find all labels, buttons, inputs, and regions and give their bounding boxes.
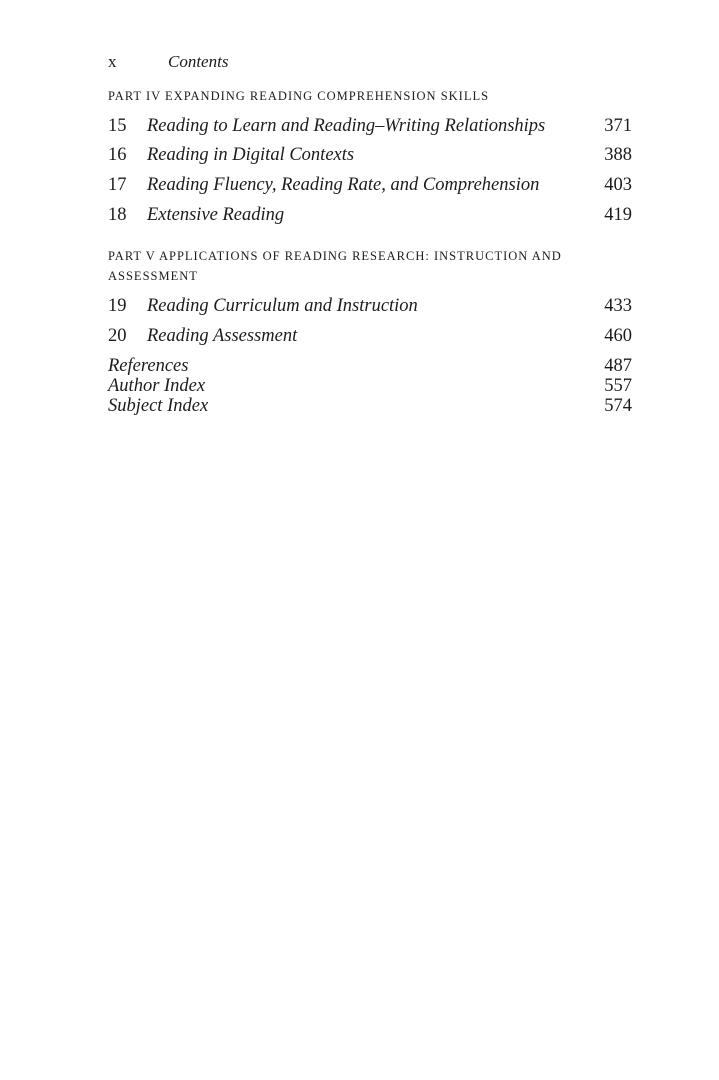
page-number: 419 [604, 205, 632, 225]
running-head-title: Contents [168, 52, 229, 71]
chapter-number: 17 [108, 175, 127, 195]
toc-entry[interactable] [108, 293, 632, 319]
chapter-number: 20 [108, 326, 127, 346]
toc-entry[interactable] [108, 202, 632, 228]
chapter-title: Extensive Reading [147, 205, 285, 225]
chapter-number: 19 [108, 296, 127, 316]
chapter-number: 15 [108, 116, 127, 136]
chapter-title: Reading Assessment [147, 326, 298, 346]
chapter-title: Reading to Learn and Reading–Writing Relationships [147, 116, 546, 136]
back-matter-title: References [108, 356, 189, 376]
back-matter-title: Author Index [108, 376, 206, 396]
chapter-title: Reading Fluency, Reading Rate, and Comprehension [147, 175, 540, 195]
toc-entry[interactable] [108, 113, 632, 139]
part-heading: PART IV EXPANDING READING COMPREHENSION SKILLS [108, 89, 490, 103]
chapter-title: Reading in Digital Contexts [147, 145, 355, 165]
page-number: 403 [604, 175, 632, 195]
page-number: 388 [604, 145, 632, 165]
chapter-number: 18 [108, 205, 127, 225]
chapter-title: Reading Curriculum and Instruction [147, 296, 418, 316]
back-matter-title: Subject Index [108, 396, 209, 416]
page-number: 574 [604, 396, 632, 416]
back-matter-entry[interactable] [108, 396, 632, 416]
page-number: 557 [604, 376, 632, 396]
page-number: 487 [604, 356, 632, 376]
running-head [108, 51, 228, 73]
chapter-number: 16 [108, 145, 127, 165]
page-number: 371 [604, 116, 632, 136]
toc-entry[interactable] [108, 142, 632, 168]
back-matter-entry[interactable] [108, 376, 632, 396]
toc-entry[interactable] [108, 172, 632, 198]
part-heading: PART V APPLICATIONS OF READING RESEARCH: INSTRUCTION AND ASSESSMENT [108, 249, 562, 283]
page-number: 433 [604, 296, 632, 316]
page-folio: x [108, 52, 117, 71]
back-matter-entry[interactable] [108, 356, 632, 376]
page-number: 460 [604, 326, 632, 346]
toc-entry[interactable] [108, 323, 632, 349]
